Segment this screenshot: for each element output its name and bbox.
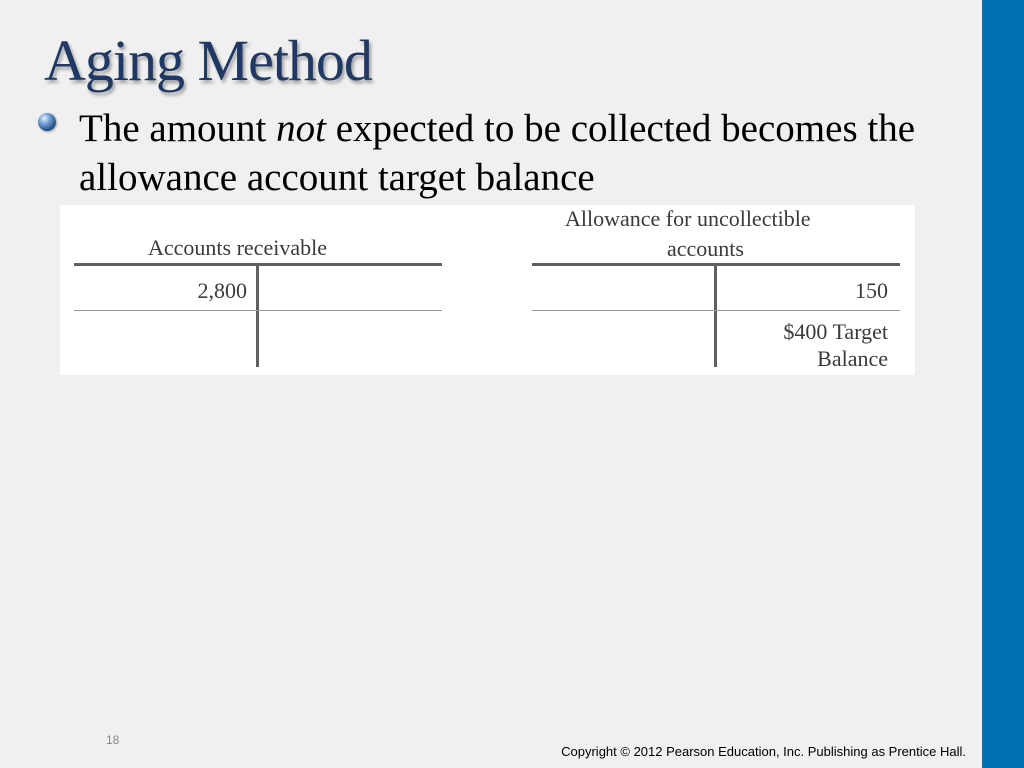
accent-sidebar-bar [982, 0, 1024, 768]
slide-title: Aging Method [44, 28, 372, 93]
t-account-figure [60, 205, 915, 375]
allowance-credit-entry: 150 [855, 278, 888, 303]
bullet-text-after: expected to be collected becomes the allowance account target balance [79, 107, 916, 199]
page-number: 18 [106, 733, 120, 747]
ar-center-rule [256, 266, 259, 367]
allowance-target-line1: $400 Target [783, 319, 888, 344]
allowance-title-line2: accounts [667, 236, 744, 261]
allowance-row-divider [532, 310, 900, 311]
bullet-text-before: The amount [79, 107, 277, 150]
ar-row-divider [74, 310, 442, 311]
ar-account-title: Accounts receivable [148, 235, 327, 260]
ar-debit-entry: 2,800 [197, 278, 247, 303]
bullet-text [79, 104, 959, 202]
allowance-title-line1: Allowance for uncollectible [565, 206, 811, 231]
copyright-notice: Copyright © 2012 Pearson Education, Inc. Publishing as Prentice Hall. [561, 744, 966, 759]
allowance-center-rule [714, 266, 717, 367]
bullet-sphere-icon [38, 113, 56, 131]
allowance-target-line2: Balance [817, 346, 888, 371]
bullet-text-emphasis: not [276, 107, 326, 150]
